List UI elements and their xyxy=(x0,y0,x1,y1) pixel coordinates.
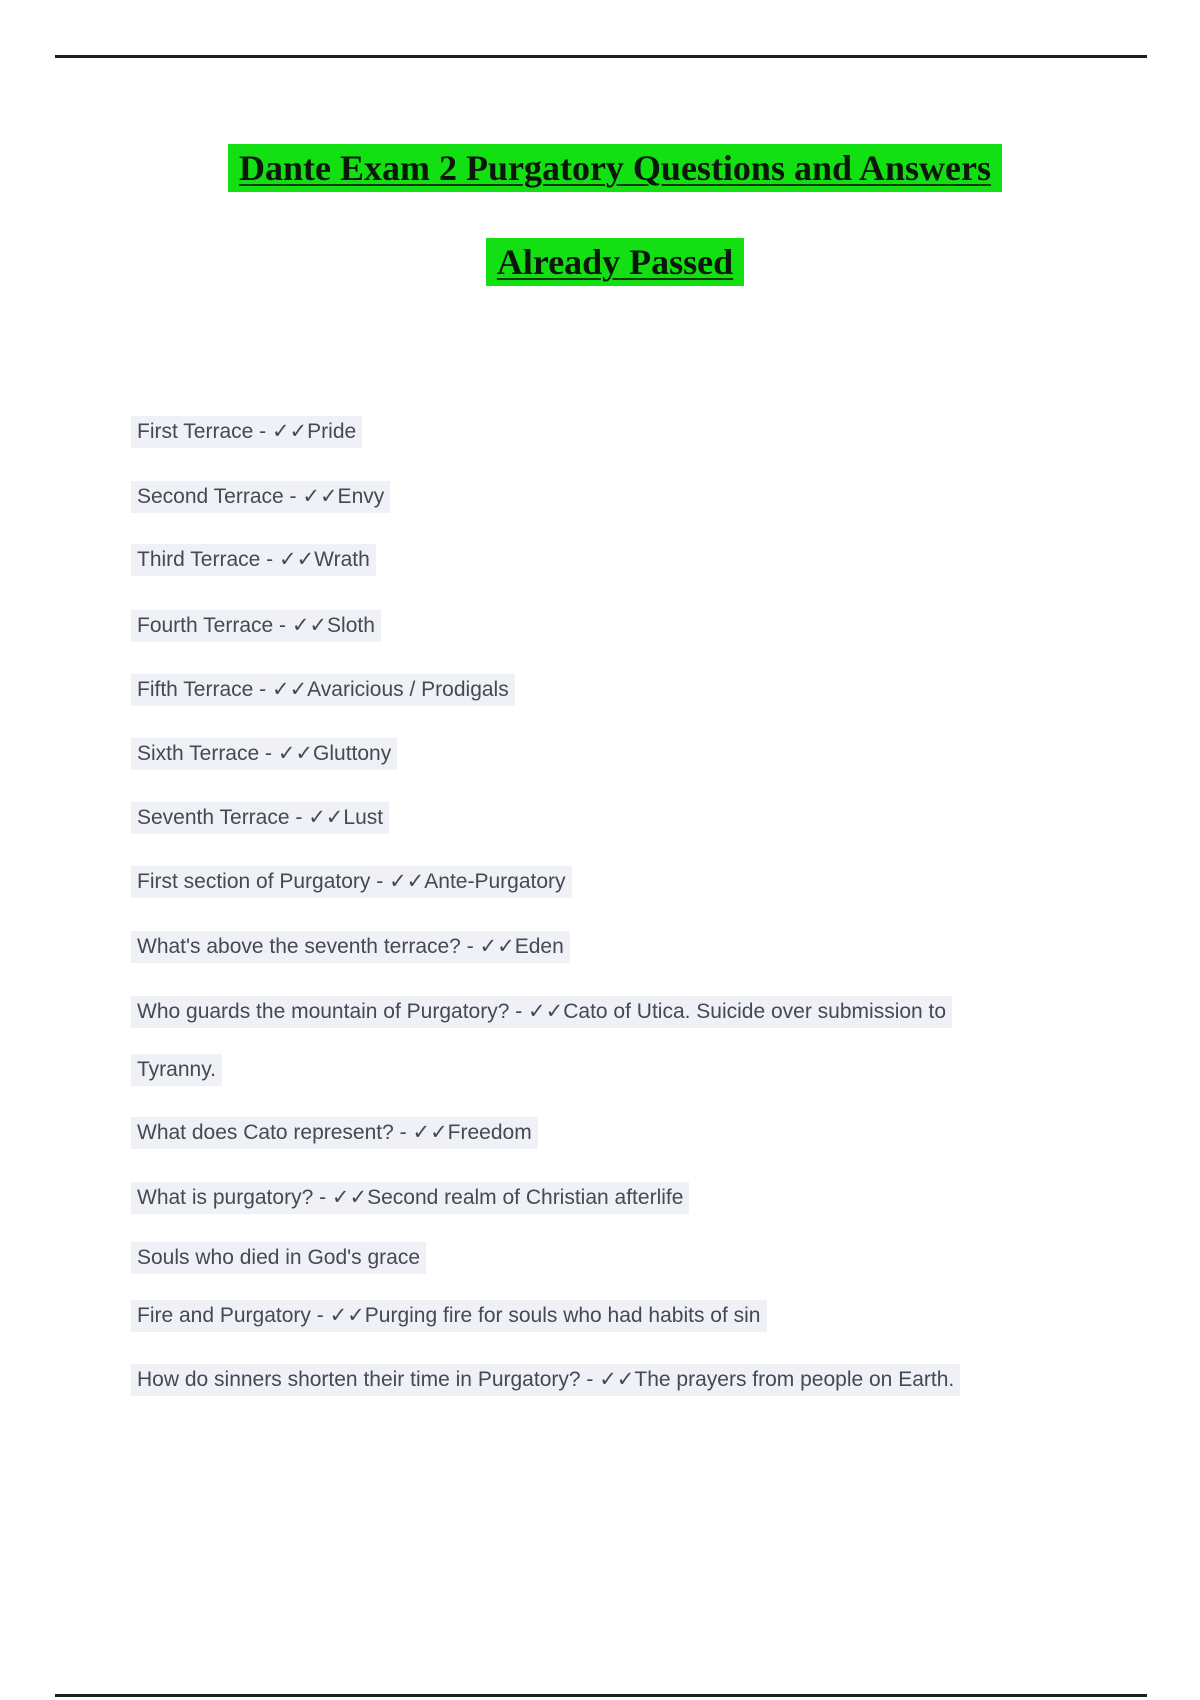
qa-line-text: Souls who died in God's grace xyxy=(131,1242,426,1274)
qa-line xyxy=(131,481,390,513)
qa-line xyxy=(131,931,570,963)
bottom-rule xyxy=(55,1694,1147,1697)
qa-line-text: How do sinners shorten their time in Purgatory? - ✓✓The prayers from people on Earth. xyxy=(131,1364,960,1396)
qa-line-text: Third Terrace - ✓✓Wrath xyxy=(131,544,376,576)
qa-line-text: What is purgatory? - ✓✓Second realm of Christian afterlife xyxy=(131,1182,689,1214)
qa-line xyxy=(131,1364,960,1396)
top-rule xyxy=(55,55,1147,58)
qa-line-text: What does Cato represent? - ✓✓Freedom xyxy=(131,1117,538,1149)
qa-line xyxy=(131,1054,222,1086)
qa-line-text: What's above the seventh terrace? - ✓✓Eden xyxy=(131,931,570,963)
qa-line xyxy=(131,1182,689,1214)
qa-line-text: Seventh Terrace - ✓✓Lust xyxy=(131,802,389,834)
qa-line xyxy=(131,996,952,1028)
qa-line xyxy=(131,738,397,770)
qa-line xyxy=(131,544,376,576)
qa-line xyxy=(131,1300,767,1332)
qa-line-text: Who guards the mountain of Purgatory? - ✓✓Cato of Utica. Suicide over submission to xyxy=(131,996,952,1028)
qa-line xyxy=(131,610,381,642)
qa-line xyxy=(131,674,515,706)
qa-line-text: Fifth Terrace - ✓✓Avaricious / Prodigals xyxy=(131,674,515,706)
qa-line xyxy=(131,416,362,448)
qa-line xyxy=(131,1242,426,1274)
qa-line-text: Fire and Purgatory - ✓✓Purging fire for souls who had habits of sin xyxy=(131,1300,767,1332)
title-row-2 xyxy=(135,238,1095,286)
qa-line-text: First Terrace - ✓✓Pride xyxy=(131,416,362,448)
document-subtitle: Already Passed xyxy=(486,238,744,286)
qa-line-text: Sixth Terrace - ✓✓Gluttony xyxy=(131,738,397,770)
qa-line xyxy=(131,802,389,834)
qa-line xyxy=(131,866,572,898)
document-title: Dante Exam 2 Purgatory Questions and Answers xyxy=(228,144,1002,192)
qa-line-text: Fourth Terrace - ✓✓Sloth xyxy=(131,610,381,642)
title-row-1 xyxy=(135,144,1095,192)
qa-line-text: Second Terrace - ✓✓Envy xyxy=(131,481,390,513)
qa-line-text: First section of Purgatory - ✓✓Ante-Purgatory xyxy=(131,866,572,898)
qa-line xyxy=(131,1117,538,1149)
qa-line-text: Tyranny. xyxy=(131,1054,222,1086)
